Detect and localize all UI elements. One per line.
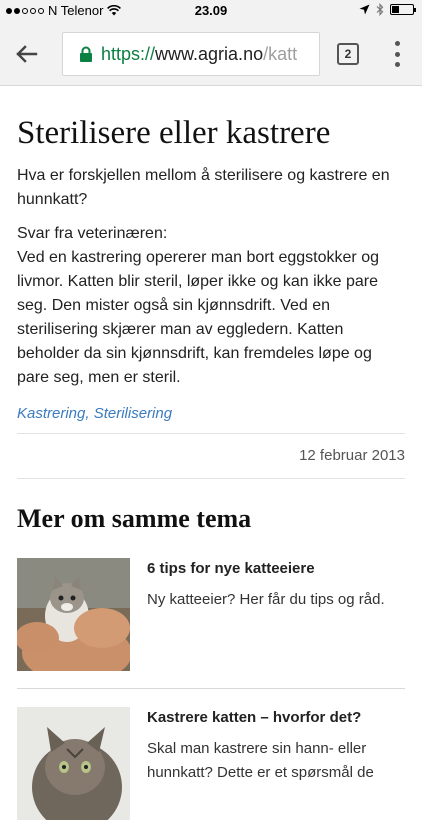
publish-date: 12 februar 2013 (299, 447, 405, 464)
related-article-card[interactable] (17, 558, 405, 671)
url-host: www.agria.no (155, 43, 264, 64)
back-arrow-icon[interactable] (12, 39, 42, 69)
tag-links[interactable]: Kastrering, Sterilisering (17, 405, 173, 422)
answer-body: Ved en kastrering opererer man bort eggstokker og livmor. Katten blir steril, løper ikke og kan ikke pare seg. Den mister også sin kjønnsdrift. Ved en sterilisering skjærer man av eggledern. Katten beholder da sin kjønnsdrift, kan fremdeles løpe og pare seg, men er steril. (17, 249, 379, 386)
related-article-summary: Skal man kastrere sin hann- eller hunnkatt? Dette er et spørsmål de (147, 740, 374, 781)
overflow-menu-icon[interactable] (393, 41, 401, 67)
carrier-name: N Telenor (48, 3, 104, 18)
related-article-summary: Ny katteeier? Her får du tips og råd. (147, 591, 385, 608)
location-arrow-icon (359, 4, 370, 15)
battery-icon (390, 4, 414, 15)
kitten-thumbnail-image[interactable] (17, 558, 130, 671)
answer-intro: Svar fra veterinæren: (17, 225, 168, 242)
article-lead: Hva er forskjellen mellom å sterilisere og kastrere en hunnkatt? (17, 167, 390, 208)
divider (17, 688, 405, 689)
related-heading: Mer om samme tema (17, 504, 252, 533)
related-article-title[interactable]: 6 tips for nye katteeiere (147, 560, 315, 577)
browser-toolbar (0, 20, 422, 86)
clock: 23.09 (194, 3, 228, 18)
url-scheme: https:// (101, 43, 156, 64)
related-article-title[interactable]: Kastrere katten – hvorfor det? (147, 709, 362, 726)
status-bar (0, 0, 422, 20)
tab-switcher-button[interactable]: 2 (337, 43, 359, 65)
url-path: /katt (263, 43, 298, 64)
address-bar[interactable] (62, 32, 320, 76)
page-title: Sterilisere eller kastrere (17, 115, 331, 151)
divider (17, 478, 405, 479)
cat-thumbnail-image[interactable] (17, 707, 130, 820)
lock-icon (79, 46, 93, 62)
url-text (101, 44, 297, 65)
related-article-card[interactable] (17, 707, 405, 820)
page-content (17, 86, 405, 820)
bluetooth-icon (376, 3, 384, 16)
